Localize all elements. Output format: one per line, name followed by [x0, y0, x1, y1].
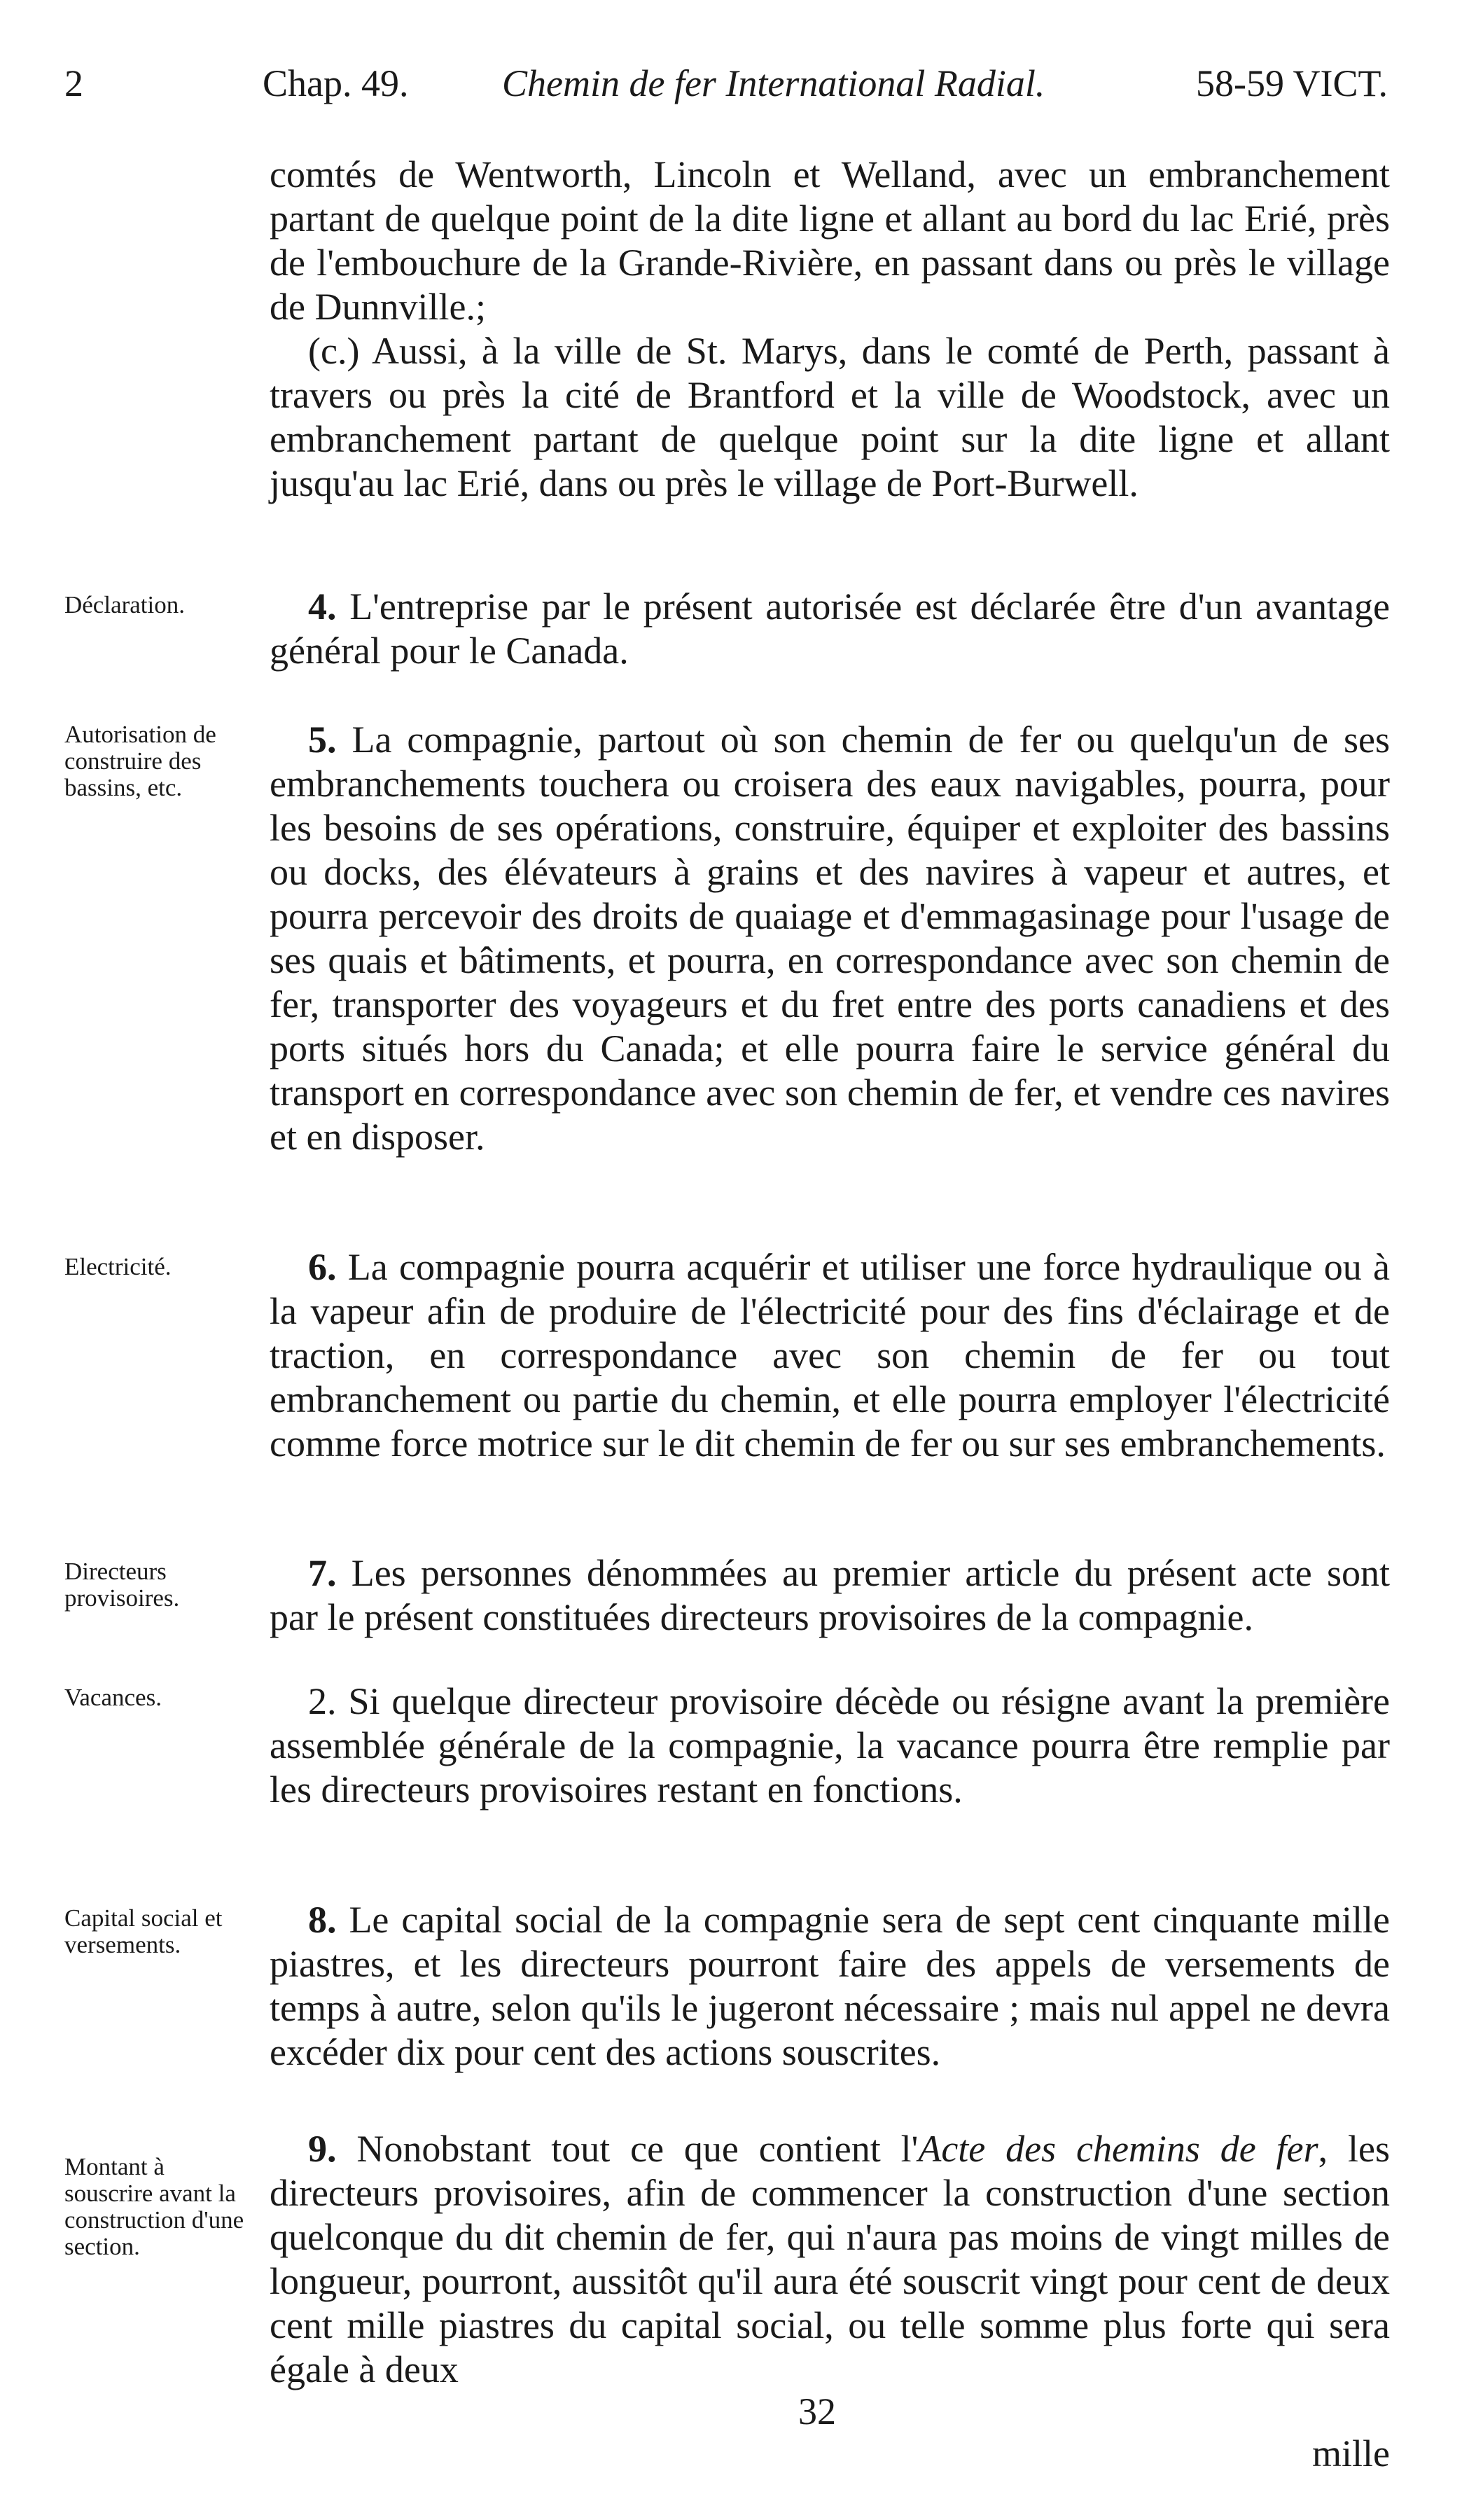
chapter-label: Chap. 49. — [263, 62, 409, 104]
section-number: 6. — [308, 1246, 337, 1288]
clause-c-label: (c.) — [308, 330, 360, 372]
act-title: Chemin de fer International Radial. — [502, 62, 1045, 104]
section-number: 4. — [308, 586, 337, 628]
section-5 — [270, 718, 1390, 1159]
clause-c — [270, 329, 1390, 506]
section-9 — [270, 2127, 1390, 2392]
signature-mark: 32 — [798, 2390, 836, 2432]
section-text-start: Nonobstant tout ce que contient l' — [356, 2128, 919, 2170]
margin-note-vacances: Vacances. — [64, 1684, 162, 1711]
margin-note-declaration: Déclaration. — [64, 591, 185, 618]
section-text: Le capital social de la compagnie sera de sept cent cinquante mille piastres, et les directeurs pourront faire des appels de versements de temps à autre, selon qu'ils le jugeront nécessaire ; mais nul appel ne devra excéder dix pour cent des actions souscrites. — [270, 1899, 1391, 2073]
page-number: 2 — [64, 62, 83, 104]
section-number: 5. — [308, 719, 337, 761]
catchword: mille — [1312, 2432, 1390, 2474]
section-4 — [270, 585, 1390, 673]
margin-note-bassins: Autorisation de construire des bassins, etc. — [64, 721, 216, 801]
act-reference: Acte des chemins de fer — [918, 2128, 1318, 2170]
section-text: Les personnes dénommées au premier article du présent acte sont par le présent constituées directeurs provisoires de la compagnie. — [270, 1552, 1390, 1638]
section-text: Si quelque directeur provisoire décède ou résigne avant la première assemblée générale de la compagnie, la vacance pourra être remplie par les directeurs provisoires restant en fonctions. — [270, 1680, 1391, 1811]
margin-note-electricite: Electricité. — [64, 1253, 172, 1280]
subsection-number: 2. — [308, 1680, 337, 1722]
section-text: La compagnie pourra acquérir et utiliser une force hydraulique ou à la vapeur afin de produire de l'électricité pour des fins d'éclairage et de traction, en correspondance avec son chemin de fer ou tout embranchement ou partie du chemin, et elle pourra employer l'électricité comme force motrice sur le dit chemin de fer ou sur ses embranchements. — [270, 1246, 1391, 1465]
margin-note-montant: Montant à souscrire avant la construction d'une section. — [64, 2153, 244, 2260]
section-8 — [270, 1898, 1390, 2075]
section-text: L'entreprise par le présent autorisée est déclarée être d'un avantage général pour le Canada. — [270, 586, 1391, 672]
margin-note-directeurs: Directeurs provisoires. — [64, 1558, 180, 1612]
continuation-text — [270, 153, 1390, 506]
section-7 — [270, 1551, 1390, 1640]
running-header — [64, 62, 1388, 118]
section-number: 9. — [308, 2128, 337, 2170]
section-text: La compagnie, partout où son chemin de fer ou quelqu'un de ses embranchements touchera ou croisera des eaux navigables, pourra, pour les besoins de ses opérations, construire, équiper et exploiter des bassins ou docks, des élévateurs à grains et des navires à vapeur et autres, et pourra percevoir des droits de quaiage et d'emmagasinage pour l'usage de ses quais et bâtiments, et pourra, en correspondance avec son chemin de fer, transporter des voyageurs et du fret entre des ports canadiens et des ports situés hors du Canada; et elle pourra faire le service général du transport en correspondance avec son chemin de fer, et vendre ces navires et en disposer. — [270, 719, 1391, 1158]
section-text-end: , les directeurs provisoires, afin de commencer la construction d'une section quelconque du dit chemin de fer, qui n'aura pas moins de vingt milles de longueur, pourront, aussitôt qu'il aura été souscrit vingt pour cent de deux cent mille piastres du capital social, ou telle somme plus forte qui sera égale à deux — [270, 2128, 1390, 2390]
clause-c-text: Aussi, à la ville de St. Marys, dans le comté de Perth, passant à travers ou près la cité de Brantford et la ville de Woodstock, avec un embranchement partant de quelque point sur la dite ligne et allant jusqu'au lac Erié, dans ou près le village de Port-Burwell. — [270, 330, 1390, 504]
section-number: 7. — [308, 1552, 337, 1594]
continuation-paragraph: comtés de Wentworth, Lincoln et Welland, avec un embranchement partant de quelque point de la dite ligne et allant au bord du lac Erié, près de l'embouchure de la Grande-Rivière, en passant dans ou près le village de Dunnville.; — [270, 153, 1390, 328]
section-number: 8. — [308, 1899, 337, 1941]
section-6 — [270, 1245, 1390, 1466]
margin-note-capital: Capital social et versements. — [64, 1904, 223, 1958]
section-7-subsection-2 — [270, 1680, 1390, 1812]
regnal-year: 58-59 VICT. — [1196, 62, 1388, 104]
